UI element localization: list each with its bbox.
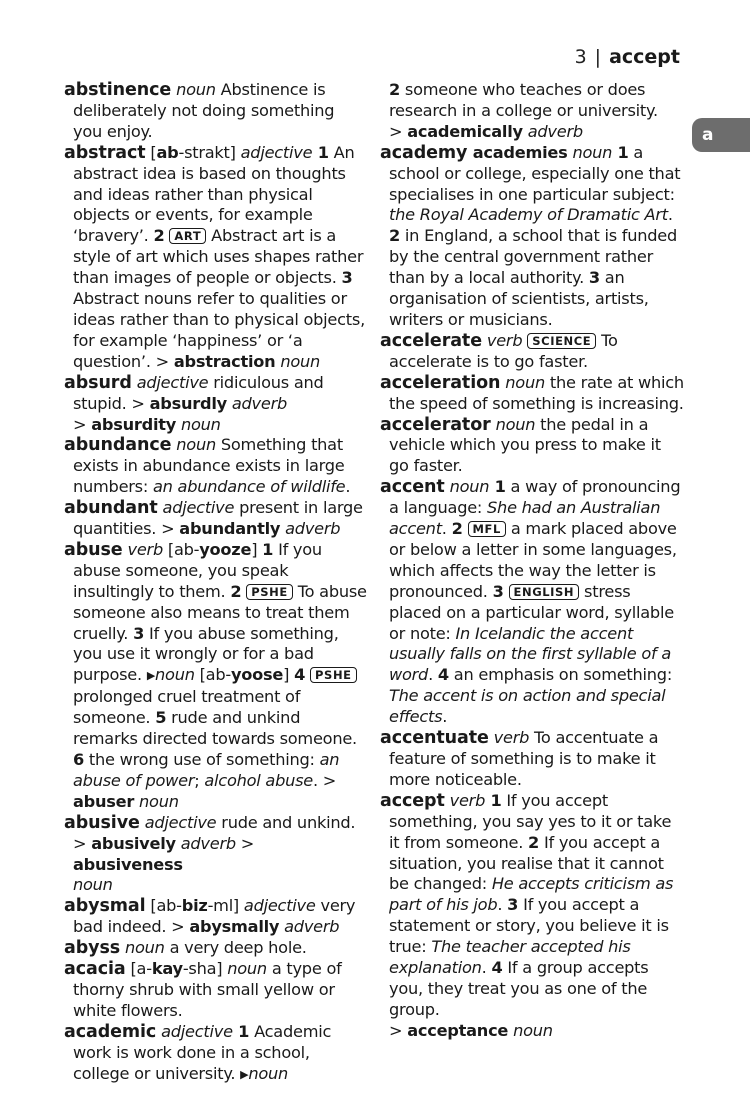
sense-number: 1 (262, 539, 274, 559)
subject-label: SCIENCE (527, 333, 596, 349)
subject-label: PSHE (310, 667, 357, 683)
definition: An abstract idea is based on thoughts and ideas rather than physical objects or events, for example ‘bravery’. (73, 142, 355, 246)
entry-abysmal (64, 896, 368, 938)
definition: an emphasis on something: (448, 665, 673, 685)
part-of-speech: noun (176, 414, 221, 434)
subject-label: ART (169, 228, 206, 244)
pronunciation: [ab-biz-ml] (145, 896, 244, 916)
example: an abuse of power (73, 750, 340, 790)
plural-form: academies (467, 142, 568, 162)
triangle-arrow-icon: ▶ (146, 669, 156, 683)
sense-number: 1 (485, 790, 502, 810)
pronunciation: [ab-yoose] (194, 665, 295, 685)
subject-label: MFL (468, 521, 506, 537)
headword: abstract (64, 142, 146, 163)
headword: absurd (64, 372, 132, 393)
pronunciation: [ab-strakt] (145, 142, 241, 162)
entry-abuse: abuse verb [ab-yooze] 1 If you abuse someone, you speak insultingly to them. 2 PSHE To abuse someone also means to treat them cruelly. 3 If you abuse something, you use it wrongly or for a bad purpose. ▶noun [ab-yoose] 4 PSHE prolonged cruel treatment of someone. 5 rude and unkind remarks directed towards someone. 6 the wrong use of something: an abuse of power; alcohol abuse. > abuser noun (64, 539, 367, 811)
definition: a mark placed above or below a letter in some languages, which affects the way the letter is pronounced. (389, 519, 677, 601)
part-of-speech: noun (124, 938, 165, 958)
sense-number: 1 (312, 142, 329, 162)
part-of-speech: adjective (240, 142, 313, 162)
headword: abundant (64, 498, 158, 519)
derivative: abysmally (189, 917, 280, 937)
derivative: abusively (91, 833, 176, 853)
example: He accepts criticism as part of his job (389, 874, 674, 915)
entry-accent: accent noun 1 a way of pronouncing a language: She had an Australian accent. 2 MFL a mark placed above or below a letter in some languages, which affects the way the letter is pronounced. 3 ENGLISH stress placed on a particular word, syllable or note: In Icelandic the accent usually falls on the first syllable of a word. 4 an emphasis on something: The accent is on action and special effects. (380, 477, 681, 727)
header-separator: | (594, 46, 602, 68)
entry-acceleration (380, 373, 684, 415)
entry-abusive: abusive adjective rude and unkind. > abusively adverb > abusiveness noun (64, 812, 356, 895)
derivative: academically (407, 121, 523, 141)
definition: If you abuse something, you use it wrongly or for a bad purpose. (73, 623, 339, 685)
example: The accent is on action and special effects (389, 686, 666, 727)
entry-academic-continued: 2 someone who teaches or does research in a college or university. > academically adverb (389, 80, 658, 141)
part-of-speech: noun (176, 435, 216, 455)
part-of-speech: verb (127, 539, 163, 559)
entry-accentuate (380, 728, 684, 791)
sense-number: 2 (153, 226, 165, 246)
entry-accelerate (380, 331, 684, 373)
headword: abyss (64, 938, 121, 959)
definition: the wrong use of something: (84, 750, 320, 769)
derivative: absurdity (91, 414, 177, 434)
subject-label: PSHE (246, 584, 293, 600)
definition: a school or college, especially one that specialises in one particular subject: (389, 142, 681, 204)
definition: the pedal in a vehicle which you press to make it go faster. (389, 414, 661, 476)
definition: a way of pronouncing a language: (389, 477, 681, 518)
example: The teacher accepted his explanation (389, 937, 631, 978)
sense-number: 3 (507, 895, 519, 915)
definition: If a group accepts you, they treat you as one of the group. (389, 958, 649, 1019)
headword: accept (380, 790, 445, 811)
sense-number: 1 (489, 477, 506, 497)
definition: rude and unkind. (216, 812, 356, 832)
definition: If you accept a statement or story, you believe it is true: (389, 895, 669, 957)
sense-number: 4 (294, 665, 306, 685)
sense-number: 2 (230, 581, 242, 601)
sense-number: 2 (451, 519, 463, 539)
part-of-speech: adverb (226, 393, 287, 413)
entry-abundance: abundance noun Something that exists in abundance exists in large numbers: an abundance of wildlife. (64, 435, 351, 497)
definition: Abstract nouns refer to qualities or ideas rather than to physical objects, for example ‘happiness’ or ‘a question’. > (73, 289, 365, 371)
part-of-speech: adjective (162, 498, 235, 518)
definition: stress placed on a particular word, syllable or note: (389, 581, 674, 643)
right-column (380, 80, 684, 1042)
triangle-arrow-icon: ▶ (240, 1067, 249, 1081)
entry-accelerator (380, 415, 684, 478)
headword: acacia (64, 959, 126, 980)
example: alcohol abuse (204, 770, 314, 790)
definition: present in large quantities. > (73, 498, 363, 539)
part-of-speech: noun (495, 414, 536, 434)
part-of-speech: adjective (144, 812, 217, 832)
definition: If you accept a situation, you realise that it cannot be changed: (389, 832, 664, 894)
sense-number: 3 (492, 581, 504, 601)
example: In Icelandic the accent usually falls on the first syllable of a word (389, 623, 672, 685)
part-of-speech: verb (486, 330, 523, 350)
derivative: absurdly (149, 393, 227, 413)
part-of-speech: noun (155, 665, 195, 685)
part-of-speech: adverb (175, 833, 236, 853)
part-of-speech: adverb (279, 917, 340, 937)
part-of-speech: adverb (280, 519, 341, 539)
definition: rude and unkind remarks directed towards someone. (73, 708, 357, 749)
part-of-speech: noun (275, 351, 320, 371)
headword: abusive (64, 812, 140, 833)
headword: academic (64, 1021, 157, 1042)
sense-number: 4 (437, 665, 449, 685)
sense-number: 2 (389, 226, 401, 246)
entry-academy: academy academies noun 1 a school or college, especially one that specialises in one particular subject: the Royal Academy of Dramatic Art. 2 in England, a school that is funded by the central government rather than by a local authority. 3 an organisation of scientists, artists, writers or musicians. (380, 142, 681, 329)
definition: Academic work is work done in a school, college or university. (73, 1021, 332, 1083)
part-of-speech: adjective (243, 896, 316, 916)
pronunciation: [ab-yooze] (162, 539, 263, 559)
definition: To accentuate a feature of something is to make it more noticeable. (389, 728, 659, 789)
definition: Something that exists in abundance exists in large numbers: (73, 435, 345, 497)
entry-acacia (64, 959, 368, 1022)
headword: accentuate (380, 728, 489, 749)
entry-absurd: absurd adjective ridiculous and stupid. > absurdly adverb > absurdity noun (64, 372, 324, 434)
headword: accent (380, 477, 445, 498)
derivative: abundantly (179, 519, 281, 539)
entry-abstract (64, 143, 368, 373)
entry-abundant (64, 498, 368, 540)
headword: accelerator (380, 414, 491, 435)
part-of-speech: adjective (136, 372, 209, 392)
definition: To abuse someone also means to treat them cruelly. (73, 581, 367, 643)
example: She had an Australian accent (389, 498, 661, 539)
entry-academic (64, 1022, 368, 1086)
sense-number: 1 (612, 142, 629, 162)
definition: a type of thorny shrub with small yellow or white flowers. (73, 959, 342, 1020)
part-of-speech: noun (449, 477, 490, 497)
definition: an organisation of scientists, artists, writers or musicians. (389, 268, 649, 329)
definition: To accelerate is to go faster. (389, 330, 618, 371)
sense-number: 3 (133, 623, 145, 643)
headword: abysmal (64, 896, 146, 917)
sense-number: 2 (528, 832, 540, 852)
page-number: 3 (574, 46, 587, 68)
part-of-speech: noun (227, 959, 267, 979)
entry-accept: accept verb 1 If you accept something, you say yes to it or take it from someone. 2 If you accept a situation, you realise that it cannot be changed: He accepts criticism as part of his job. 3 If you accept a statement or story, you believe it is true: The teacher accepted his explanation. 4 If a group accepts you, they treat you as one of the group. > acceptance noun (380, 790, 674, 1040)
headword: abstinence (64, 80, 172, 100)
part-of-speech: noun (73, 875, 113, 895)
definition: a very deep hole. (164, 938, 307, 958)
entry-abstinence (64, 80, 368, 143)
headword: abuse (64, 539, 123, 560)
part-of-speech: verb (493, 728, 530, 748)
definition: Abstinence is deliberately not doing something you enjoy. (73, 80, 335, 141)
sense-number: 2 (389, 80, 401, 99)
definition: If you accept something, you say yes to it or take it from someone. (389, 790, 672, 852)
sense-number: 6 (73, 750, 85, 769)
left-column (64, 80, 368, 1086)
definition: If you abuse someone, you speak insultingly to them. (73, 539, 322, 601)
sense-number: 3 (341, 268, 353, 288)
entry-abyss (64, 938, 368, 959)
example: an abundance of wildlife (152, 477, 346, 497)
derivative: abusiveness (73, 854, 183, 874)
part-of-speech: noun (508, 1020, 553, 1040)
thumb-tab-letter: a (702, 125, 714, 145)
part-of-speech: noun (248, 1063, 289, 1083)
subject-label: ENGLISH (509, 584, 580, 600)
running-header (575, 44, 680, 70)
definition: the rate at which the speed of something is increasing. (389, 372, 684, 413)
sense-number: 1 (232, 1021, 250, 1041)
definition: prolonged cruel treatment of someone. (73, 687, 301, 728)
derivative: abuser (73, 791, 135, 811)
definition: ridiculous and stupid. > (73, 372, 324, 413)
sense-number: 4 (491, 958, 503, 978)
definition: in England, a school that is funded by the central government rather than by a local authority. (389, 226, 678, 288)
part-of-speech: adjective (161, 1021, 233, 1041)
headword: acceleration (380, 372, 501, 393)
definition: Abstract art is a style of art which uses shapes rather than images of people or objects. (73, 226, 364, 288)
definition: very bad indeed. > (73, 896, 356, 937)
example: the Royal Academy of Dramatic Art (389, 205, 668, 225)
part-of-speech: noun (572, 142, 613, 162)
pronunciation: [a-kay-sha] (125, 959, 228, 979)
definition: someone who teaches or does research in a college or university. (389, 80, 658, 120)
part-of-speech: noun (505, 372, 545, 392)
headword: academy (380, 142, 468, 163)
derivative: abstraction (173, 351, 276, 371)
headword: abundance (64, 435, 172, 456)
headword: accelerate (380, 330, 482, 351)
part-of-speech: noun (176, 80, 216, 99)
part-of-speech: adverb (522, 121, 583, 141)
part-of-speech: noun (134, 791, 179, 811)
sense-number: 5 (155, 708, 167, 728)
sense-number: 3 (588, 268, 600, 288)
part-of-speech: verb (449, 790, 486, 810)
guide-word: accept (609, 46, 680, 68)
derivative: acceptance (407, 1020, 509, 1040)
thumb-index-tab[interactable] (692, 118, 750, 152)
